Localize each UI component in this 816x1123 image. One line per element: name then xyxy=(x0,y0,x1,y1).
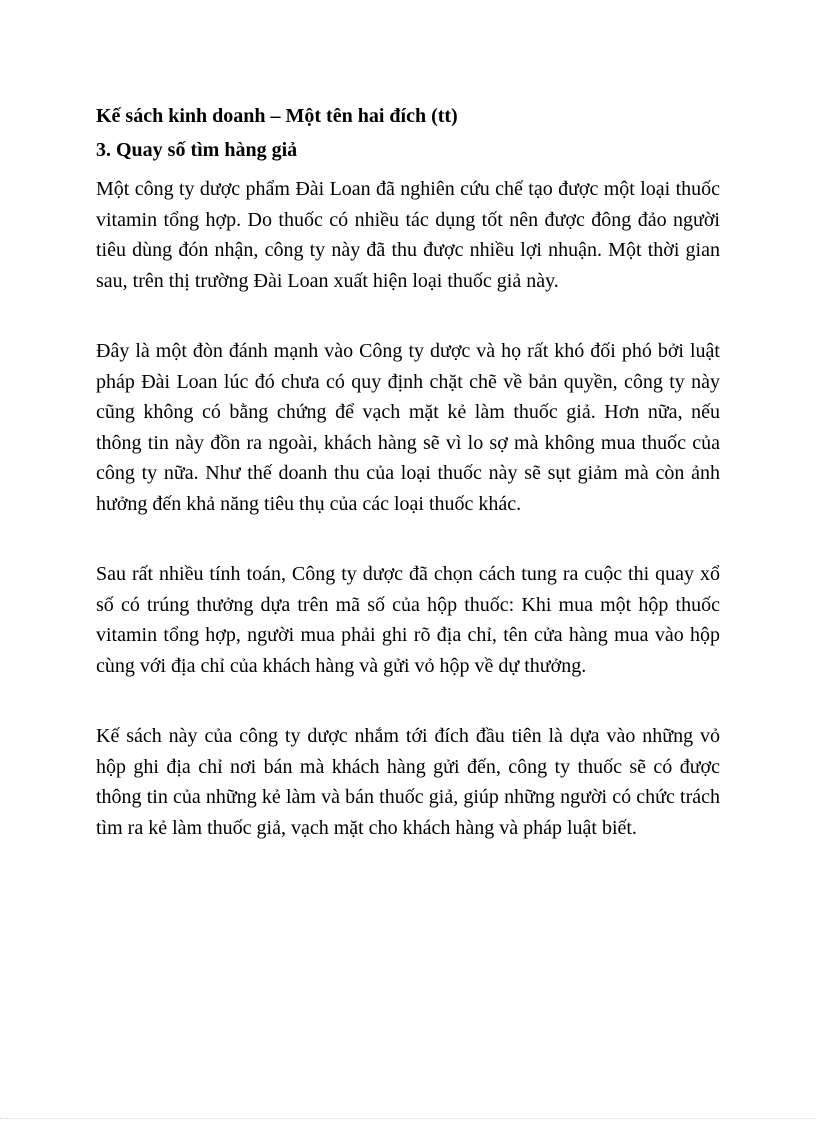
paragraph-4: Kế sách này của công ty dược nhắm tới đích đầu tiên là dựa vào những vỏ hộp ghi địa chỉ nơi bán mà khách hàng gửi đến, công ty thuốc sẽ có được thông tin của những kẻ làm và bán thuốc giả, giúp những người có chức trách tìm ra kẻ làm thuốc giả, vạch mặt cho khách hàng và pháp luật biết. xyxy=(96,725,720,839)
paragraph-1: Một công ty dược phẩm Đài Loan đã nghiên cứu chế tạo được một loại thuốc vitamin tổng hợp. Do thuốc có nhiều tác dụng tốt nên được đông đảo người tiêu dùng đón nhận, công ty này đã thu được nhiều lợi nhuận. Một thời gian sau, trên thị trường Đài Loan xuất hiện loại thuốc giả này. xyxy=(96,178,720,292)
page-bottom-divider xyxy=(0,1118,816,1119)
document-title: Kế sách kinh doanh – Một tên hai đích (tt) xyxy=(96,105,458,127)
section-heading: 3. Quay số tìm hàng giả xyxy=(96,139,298,161)
paragraph-2: Đây là một đòn đánh mạnh vào Công ty dược và họ rất khó đối phó bởi luật pháp Đài Loan lúc đó chưa có quy định chặt chẽ về bản quyền, công ty này cũng không có bằng chứng để vạch mặt kẻ làm thuốc giả. Hơn nữa, nếu thông tin này đồn ra ngoài, khách hàng sẽ vì lo sợ mà không mua thuốc của công ty nữa. Như thế doanh thu của loại thuốc này sẽ sụt giảm mà còn ảnh hưởng đến khả năng tiêu thụ của các loại thuốc khác. xyxy=(96,340,720,515)
document-body xyxy=(96,100,720,843)
paragraph-3: Sau rất nhiều tính toán, Công ty dược đã chọn cách tung ra cuộc thi quay xổ số có trúng thưởng dựa trên mã số của hộp thuốc: Khi mua một hộp thuốc vitamin tổng hợp, người mua phải ghi rõ địa chỉ, tên cửa hàng mua vào hộp cùng với địa chỉ của khách hàng và gửi vỏ hộp về dự thưởng. xyxy=(96,563,720,677)
